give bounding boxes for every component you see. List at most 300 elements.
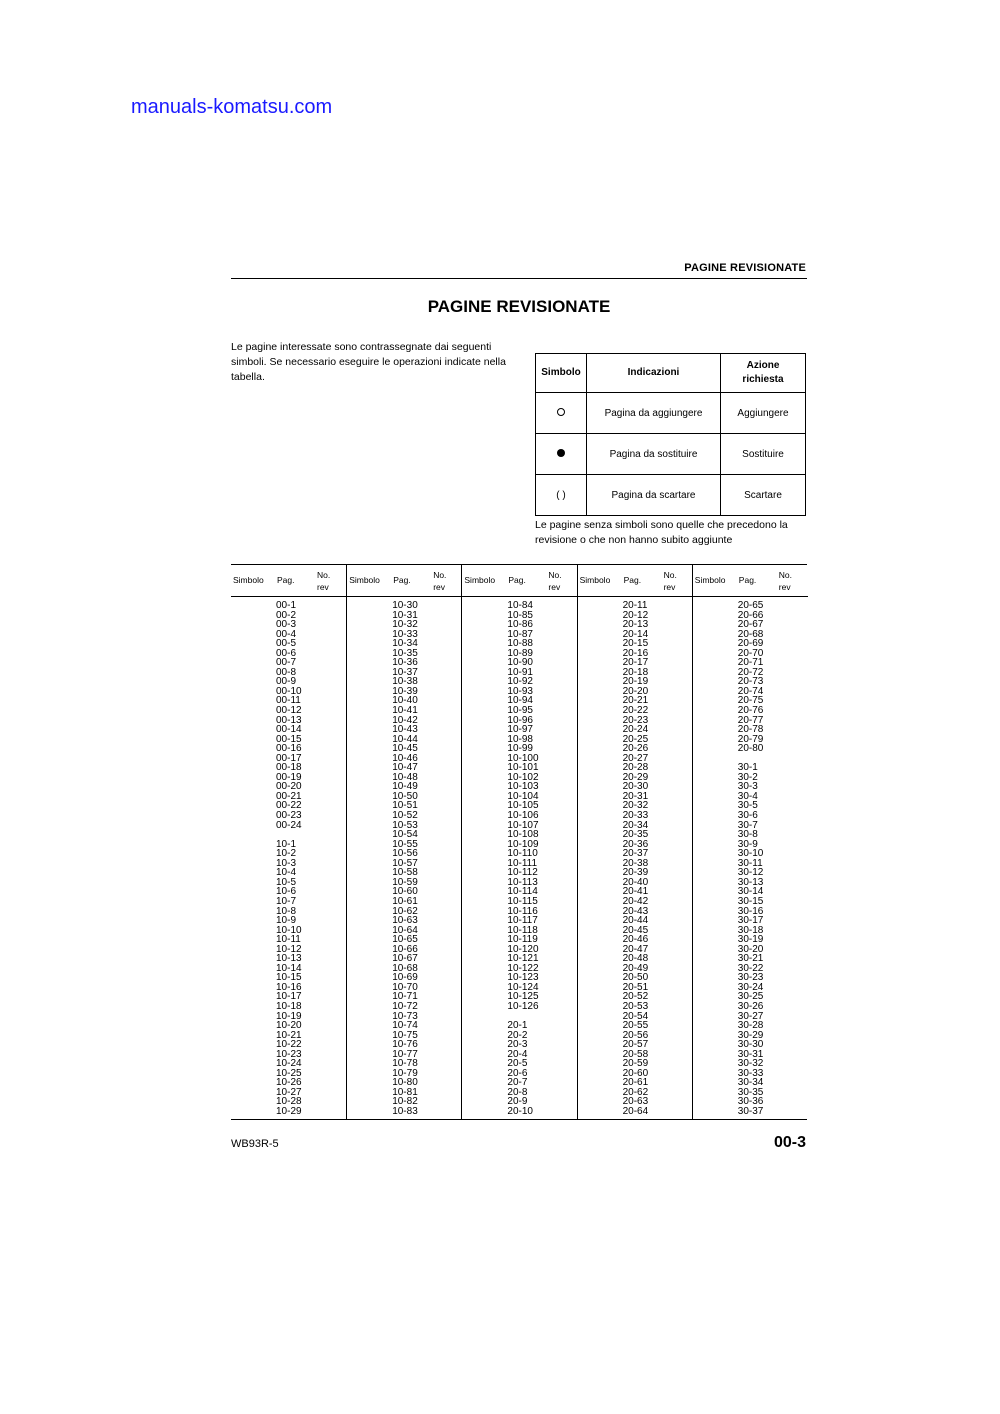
page-entry: 10-6 bbox=[276, 886, 297, 898]
page-entry: 20-3 bbox=[507, 1039, 528, 1051]
page-entry: 10-88 bbox=[507, 638, 533, 650]
page-entry: 20-78 bbox=[737, 724, 764, 736]
page-entry: 20-16 bbox=[622, 647, 649, 659]
page-entry: 10-45 bbox=[392, 743, 418, 755]
page-entry: 10-102 bbox=[507, 771, 539, 783]
page-entry: 10-24 bbox=[276, 1058, 302, 1070]
header-rev bbox=[433, 569, 446, 593]
legend-action: Aggiungere bbox=[721, 393, 806, 434]
page-entry: 00-23 bbox=[276, 810, 302, 822]
page-entry: 00-4 bbox=[276, 628, 297, 640]
pages-list bbox=[507, 601, 538, 1117]
pages-column bbox=[231, 565, 346, 1119]
page-entry: 20-50 bbox=[622, 972, 649, 984]
page-entry: 10-125 bbox=[507, 991, 539, 1003]
page-entry: 20-4 bbox=[507, 1048, 528, 1060]
page-entry: 30-26 bbox=[737, 1000, 764, 1012]
page-entry: 30-3 bbox=[737, 781, 758, 793]
page-entry: 20-58 bbox=[622, 1048, 649, 1060]
page-entry: 10-94 bbox=[507, 695, 533, 707]
page-entry: 20-75 bbox=[737, 695, 764, 707]
page-entry: 30-19 bbox=[737, 934, 764, 946]
page-entry: 10-93 bbox=[507, 685, 533, 697]
page-entry: 10-5 bbox=[276, 876, 297, 888]
page-entry: 10-73 bbox=[392, 1010, 418, 1022]
page-entry: 00-7 bbox=[276, 657, 297, 669]
page-entry: 20-20 bbox=[622, 685, 649, 697]
page-entry: 20-43 bbox=[622, 905, 649, 917]
page-entry: 00-19 bbox=[276, 771, 302, 783]
page-entry: 00-10 bbox=[276, 685, 302, 697]
pages-column bbox=[461, 565, 577, 1119]
page-entry: 20-32 bbox=[622, 800, 649, 812]
page-entry: 00-8 bbox=[276, 666, 297, 678]
page-entry: 10-74 bbox=[392, 1020, 418, 1032]
page-entry: 30-17 bbox=[737, 915, 764, 927]
page-entry: 00-21 bbox=[276, 790, 302, 802]
page-entry: 20-33 bbox=[622, 810, 649, 822]
page-entry: 10-70 bbox=[392, 981, 418, 993]
page-entry: 10-87 bbox=[507, 628, 533, 640]
page-entry: 20-48 bbox=[622, 953, 649, 965]
page-entry: 10-15 bbox=[276, 972, 302, 984]
page-entry: 10-42 bbox=[392, 714, 418, 726]
page-entry: 10-9 bbox=[276, 915, 297, 927]
page-entry: 10-7 bbox=[276, 895, 297, 907]
page-entry: 10-8 bbox=[276, 905, 297, 917]
page-entry: 30-32 bbox=[737, 1058, 764, 1070]
page-entry: 20-45 bbox=[622, 924, 649, 936]
page-entry: 10-1 bbox=[276, 838, 297, 850]
header-rev-no: No. bbox=[317, 570, 331, 580]
page-entry: 20-53 bbox=[622, 1000, 649, 1012]
page-entry: 00-15 bbox=[276, 733, 302, 745]
page-entry: 10-85 bbox=[507, 609, 533, 621]
page-entry: 10-50 bbox=[392, 790, 418, 802]
page-entry: 10-77 bbox=[392, 1048, 418, 1060]
page-entry: 10-82 bbox=[392, 1096, 418, 1108]
page-entry: 20-47 bbox=[622, 943, 649, 955]
legend-row-discard bbox=[536, 475, 806, 516]
page-entry: 20-9 bbox=[507, 1096, 528, 1108]
page-entry: 20-42 bbox=[622, 895, 649, 907]
page-entry: 10-16 bbox=[276, 981, 302, 993]
page-entry: 10-69 bbox=[392, 972, 418, 984]
header-rev bbox=[664, 569, 677, 593]
page-entry: 20-8 bbox=[507, 1086, 528, 1098]
page-entry: 10-43 bbox=[392, 724, 418, 736]
pages-column-header bbox=[693, 565, 808, 597]
page-entry: 10-18 bbox=[276, 1000, 302, 1012]
legend-symbol-parentheses: ( ) bbox=[536, 475, 587, 516]
page-entry: 30-10 bbox=[737, 848, 764, 860]
page-entry: 10-3 bbox=[276, 857, 297, 869]
page-entry: 30-9 bbox=[737, 838, 758, 850]
header-rev bbox=[548, 569, 561, 593]
page-entry: 20-51 bbox=[622, 981, 649, 993]
pages-column-header bbox=[578, 565, 693, 597]
header-page: Pag. bbox=[738, 575, 757, 585]
header-rev-label: rev bbox=[433, 582, 445, 592]
page-entry: 30-25 bbox=[737, 991, 764, 1003]
page-entry: 10-40 bbox=[392, 695, 418, 707]
page-entry: 10-121 bbox=[507, 953, 539, 965]
pages-column-header bbox=[462, 565, 577, 597]
header-symbol: Simbolo bbox=[464, 575, 496, 585]
page-entry: 10-17 bbox=[276, 991, 302, 1003]
header-page: Pag. bbox=[623, 575, 642, 585]
page-entry: 10-13 bbox=[276, 953, 302, 965]
page-entry: 20-71 bbox=[737, 657, 764, 669]
header-symbol: Simbolo bbox=[579, 575, 611, 585]
legend-action: Sostituire bbox=[721, 434, 806, 475]
page-entry: 00-11 bbox=[276, 695, 301, 707]
page-entry: 30-13 bbox=[737, 876, 764, 888]
page-entry: 30-8 bbox=[737, 829, 758, 841]
page-entry: 30-35 bbox=[737, 1086, 764, 1098]
page-entry: 20-40 bbox=[622, 876, 649, 888]
page-entry: 20-26 bbox=[622, 743, 649, 755]
page-entry: 10-59 bbox=[392, 876, 418, 888]
page-entry: 20-60 bbox=[622, 1067, 649, 1079]
page-entry: 00-16 bbox=[276, 743, 302, 755]
page-entry: 10-2 bbox=[276, 848, 297, 860]
page-entry: 10-52 bbox=[392, 810, 418, 822]
page-entry: 10-64 bbox=[392, 924, 418, 936]
header-rev bbox=[779, 569, 792, 593]
page-entry: 10-105 bbox=[507, 800, 539, 812]
page-entry: 10-56 bbox=[392, 848, 418, 860]
page-entry: 20-63 bbox=[622, 1096, 649, 1108]
pages-column bbox=[346, 565, 462, 1119]
page-entry: 10-123 bbox=[507, 972, 539, 984]
page-entry: 10-54 bbox=[392, 829, 418, 841]
page-entry: 10-113 bbox=[507, 876, 538, 888]
page-entry: 10-27 bbox=[276, 1086, 302, 1098]
header-rev-label: rev bbox=[548, 582, 561, 592]
page-entry: 10-57 bbox=[392, 857, 418, 869]
page-entry: 00-14 bbox=[276, 724, 302, 736]
legend-indication: Pagina da aggiungere bbox=[587, 393, 721, 434]
page-entry: 10-48 bbox=[392, 771, 418, 783]
page-entry: 30-18 bbox=[737, 924, 764, 936]
page-entry: 10-92 bbox=[507, 676, 533, 688]
page-entry: 00-13 bbox=[276, 714, 302, 726]
page-entry: 10-71 bbox=[392, 991, 418, 1003]
legend-header-action bbox=[721, 354, 806, 393]
page-entry: 10-89 bbox=[507, 647, 533, 659]
page-entry: 10-60 bbox=[392, 886, 418, 898]
page-entry: 20-74 bbox=[737, 685, 764, 697]
page-entry: 30-37 bbox=[737, 1105, 764, 1117]
page-entry: 30-14 bbox=[737, 886, 764, 898]
page-entry: 20-65 bbox=[737, 600, 764, 611]
page-entry: 20-69 bbox=[737, 638, 764, 650]
page-entry: 10-39 bbox=[392, 685, 418, 697]
page-entry: 00-6 bbox=[276, 647, 297, 659]
page-entry: 10-100 bbox=[507, 752, 539, 764]
page-entry: 10-78 bbox=[392, 1058, 418, 1070]
page-entry: 20-15 bbox=[622, 638, 649, 650]
page-entry: 10-91 bbox=[507, 666, 533, 678]
page-entry: 30-6 bbox=[737, 810, 758, 822]
page-entry: 10-98 bbox=[507, 733, 533, 745]
page-entry: 20-34 bbox=[622, 819, 649, 831]
page-entry: 20-44 bbox=[622, 915, 649, 927]
page-entry: 10-29 bbox=[276, 1105, 302, 1117]
circle-filled-icon bbox=[557, 449, 565, 457]
page-entry: 20-22 bbox=[622, 705, 649, 717]
header-symbol: Simbolo bbox=[694, 575, 726, 585]
page-entry: 30-5 bbox=[737, 800, 758, 812]
page-entry: 10-95 bbox=[507, 705, 533, 717]
header-symbol: Simbolo bbox=[349, 575, 380, 585]
legend-action: Scartare bbox=[721, 475, 806, 516]
page-entry: 30-15 bbox=[737, 895, 764, 907]
page-entry: 30-12 bbox=[737, 867, 764, 879]
legend-symbol-cell bbox=[536, 434, 587, 475]
page-entry: 30-34 bbox=[737, 1077, 764, 1089]
pages-list bbox=[623, 601, 649, 1117]
header-rev-no: No. bbox=[663, 570, 677, 580]
page-entry: 30-36 bbox=[737, 1096, 764, 1108]
page-entry: 10-44 bbox=[392, 733, 418, 745]
circle-open-icon bbox=[557, 408, 565, 416]
header-rev-label: rev bbox=[778, 582, 791, 592]
header-page: Pag. bbox=[393, 575, 411, 585]
page-entry: 10-49 bbox=[392, 781, 418, 793]
page-entry: 10-32 bbox=[392, 619, 418, 631]
page-entry: 20-77 bbox=[737, 714, 764, 726]
page-entry: 20-2 bbox=[507, 1029, 528, 1041]
page-entry: 20-27 bbox=[622, 752, 649, 764]
page-entry: 10-120 bbox=[507, 943, 539, 955]
page-entry: 10-84 bbox=[507, 600, 533, 611]
page-entry: 20-24 bbox=[622, 724, 649, 736]
page-entry: 10-4 bbox=[276, 867, 297, 879]
pages-list bbox=[392, 601, 418, 1117]
page-entry: 30-4 bbox=[737, 790, 758, 802]
page-entry: 20-46 bbox=[622, 934, 649, 946]
page-entry: 10-55 bbox=[392, 838, 418, 850]
page-entry: 10-63 bbox=[392, 915, 418, 927]
footer-model: WB93R-5 bbox=[231, 1138, 279, 1150]
page-entry: 10-19 bbox=[276, 1010, 302, 1022]
page-entry: 00-18 bbox=[276, 762, 302, 774]
page-entry: 20-7 bbox=[507, 1077, 528, 1089]
legend-row-add bbox=[536, 393, 806, 434]
page-entry: 00-9 bbox=[276, 676, 297, 688]
legend-header-symbol: Simbolo bbox=[536, 354, 587, 393]
page-entry: 10-67 bbox=[392, 953, 418, 965]
page-entry: 00-17 bbox=[276, 752, 302, 764]
page-entry: 10-21 bbox=[276, 1029, 302, 1041]
page-entry: 30-27 bbox=[737, 1010, 764, 1022]
page-entry: 10-22 bbox=[276, 1039, 302, 1051]
page-entry: 20-41 bbox=[622, 886, 649, 898]
legend-header-row bbox=[536, 354, 806, 393]
page-entry: 10-101 bbox=[507, 762, 539, 774]
page-entry: 00-24 bbox=[276, 819, 302, 831]
footer-page-number: 00-3 bbox=[773, 1134, 806, 1151]
page-entry: 10-126 bbox=[507, 1000, 539, 1012]
page-entry: 10-97 bbox=[507, 724, 533, 736]
header-rev-no: No. bbox=[433, 570, 447, 580]
legend-table bbox=[535, 353, 806, 516]
page-entry: 10-62 bbox=[392, 905, 418, 917]
page-entry: 20-67 bbox=[737, 619, 764, 631]
page-entry: 30-30 bbox=[737, 1039, 764, 1051]
page-entry: 10-110 bbox=[507, 848, 538, 860]
legend-indication: Pagina da scartare bbox=[587, 475, 721, 516]
page-entry: 20-31 bbox=[622, 790, 649, 802]
page-entry: 10-96 bbox=[507, 714, 533, 726]
page-entry: 10-117 bbox=[507, 915, 538, 927]
legend-header-action-label: Azione richiesta bbox=[742, 360, 784, 385]
header-page: Pag. bbox=[508, 575, 526, 585]
page-entry: 10-116 bbox=[507, 905, 538, 917]
page-entry: 30-29 bbox=[737, 1029, 764, 1041]
page-entry: 10-10 bbox=[276, 924, 302, 936]
page-entry: 20-23 bbox=[622, 714, 649, 726]
page-entry: 10-124 bbox=[507, 981, 539, 993]
watermark-link[interactable]: manuals-komatsu.com bbox=[131, 96, 333, 118]
page-entry: 00-3 bbox=[276, 619, 297, 631]
page-entry: 10-86 bbox=[507, 619, 533, 631]
page-entry: 30-28 bbox=[737, 1020, 764, 1032]
page-entry: 20-25 bbox=[622, 733, 649, 745]
pages-column-header bbox=[347, 565, 462, 597]
page-entry: 20-11 bbox=[622, 600, 648, 611]
legend-row-replace bbox=[536, 434, 806, 475]
page-entry: 20-64 bbox=[622, 1105, 649, 1117]
page-entry: 10-109 bbox=[507, 838, 539, 850]
page-entry: 20-68 bbox=[737, 628, 764, 640]
page-entry: 10-53 bbox=[392, 819, 418, 831]
page-entry: 10-33 bbox=[392, 628, 418, 640]
page-entry: 20-62 bbox=[622, 1086, 649, 1098]
page-entry: 20-66 bbox=[737, 609, 764, 621]
page-entry: 10-14 bbox=[276, 962, 302, 974]
page-entry: 00-2 bbox=[276, 609, 297, 621]
page-entry: 20-59 bbox=[622, 1058, 649, 1070]
page-entry: 00-1 bbox=[276, 600, 297, 611]
page-entry: 00-12 bbox=[276, 705, 302, 717]
page-entry: 10-12 bbox=[276, 943, 302, 955]
page-entry: 10-83 bbox=[392, 1105, 418, 1117]
page-entry: 10-41 bbox=[392, 705, 418, 717]
page-entry: 20-5 bbox=[507, 1058, 528, 1070]
running-header-title: PAGINE REVISIONATE bbox=[684, 262, 806, 274]
pages-list bbox=[276, 601, 302, 1117]
pages-column bbox=[692, 565, 808, 1119]
page-entry: 10-81 bbox=[392, 1086, 418, 1098]
page-entry: 10-90 bbox=[507, 657, 533, 669]
page-entry: 10-108 bbox=[507, 829, 539, 841]
page-entry: 20-17 bbox=[622, 657, 649, 669]
page-entry: 10-58 bbox=[392, 867, 418, 879]
page-entry: 20-80 bbox=[737, 743, 764, 755]
page-entry: 10-79 bbox=[392, 1067, 418, 1079]
page-entry: 10-112 bbox=[507, 867, 538, 879]
page-entry: 10-25 bbox=[276, 1067, 302, 1079]
page-entry: 10-51 bbox=[392, 800, 418, 812]
page-entry: 20-30 bbox=[622, 781, 649, 793]
legend-symbol-cell bbox=[536, 393, 587, 434]
page-entry: 30-24 bbox=[737, 981, 764, 993]
page-entry: 20-61 bbox=[622, 1077, 649, 1089]
page-entry: 30-11 bbox=[737, 857, 763, 869]
header-page: Pag. bbox=[277, 575, 295, 585]
page-entry: 10-122 bbox=[507, 962, 539, 974]
page-entry: 20-52 bbox=[622, 991, 649, 1003]
legend-note: Le pagine senza simboli sono quelle che precedono la revisione o che non hanno subito aggiunte bbox=[535, 519, 788, 546]
header-rev-label: rev bbox=[663, 582, 676, 592]
page-entry: 10-80 bbox=[392, 1077, 418, 1089]
page-entry: 20-13 bbox=[622, 619, 649, 631]
page-entry: 10-30 bbox=[392, 600, 418, 611]
header-rule bbox=[231, 278, 807, 279]
page-entry: 20-72 bbox=[737, 666, 764, 678]
page-entry: 10-34 bbox=[392, 638, 418, 650]
page-entry: 10-66 bbox=[392, 943, 418, 955]
page-entry: 10-38 bbox=[392, 676, 418, 688]
page-entry: 10-103 bbox=[507, 781, 539, 793]
page-entry: 20-54 bbox=[622, 1010, 649, 1022]
page-entry: 20-79 bbox=[737, 733, 764, 745]
pages-list bbox=[738, 601, 764, 1117]
page-entry: 30-16 bbox=[737, 905, 764, 917]
page-entry: 20-6 bbox=[507, 1067, 528, 1079]
pages-column-header bbox=[231, 565, 346, 597]
legend-header-indication: Indicazioni bbox=[587, 354, 721, 393]
page-entry: 20-28 bbox=[622, 762, 649, 774]
page-entry: 10-28 bbox=[276, 1096, 302, 1108]
page-entry: 20-10 bbox=[507, 1105, 533, 1117]
page-entry: 20-21 bbox=[622, 695, 649, 707]
page-entry: 10-65 bbox=[392, 934, 418, 946]
page-entry: 30-21 bbox=[737, 953, 764, 965]
page-entry: 20-38 bbox=[622, 857, 649, 869]
page-entry: 10-26 bbox=[276, 1077, 302, 1089]
page-entry: 10-47 bbox=[392, 762, 418, 774]
page-entry: 20-19 bbox=[622, 676, 649, 688]
page-entry: 20-55 bbox=[622, 1020, 649, 1032]
page-entry: 30-33 bbox=[737, 1067, 764, 1079]
page-entry: 10-35 bbox=[392, 647, 418, 659]
page-entry: 10-20 bbox=[276, 1020, 302, 1032]
page-entry: 10-72 bbox=[392, 1000, 418, 1012]
page-entry: 20-14 bbox=[622, 628, 649, 640]
revised-pages-table bbox=[231, 564, 807, 1120]
page-entry: 20-36 bbox=[622, 838, 649, 850]
page-entry: 20-39 bbox=[622, 867, 649, 879]
page-entry: 10-37 bbox=[392, 666, 418, 678]
header-rev bbox=[317, 569, 330, 593]
page-entry: 10-99 bbox=[507, 743, 533, 755]
page-entry: 20-12 bbox=[622, 609, 649, 621]
page-entry: 10-119 bbox=[507, 934, 538, 946]
page-entry: 20-73 bbox=[737, 676, 764, 688]
page-entry: 00-20 bbox=[276, 781, 302, 793]
header-rev-no: No. bbox=[548, 570, 562, 580]
page-entry: 30-7 bbox=[737, 819, 758, 831]
intro-paragraph: Le pagine interessate sono contrassegnate dai seguenti simboli. Se necessario eseguire le operazioni indicate nella tabella. bbox=[231, 341, 506, 383]
page-entry: 10-23 bbox=[276, 1048, 302, 1060]
page-entry: 20-35 bbox=[622, 829, 649, 841]
page-entry: 30-23 bbox=[737, 972, 764, 984]
page-entry: 00-22 bbox=[276, 800, 302, 812]
